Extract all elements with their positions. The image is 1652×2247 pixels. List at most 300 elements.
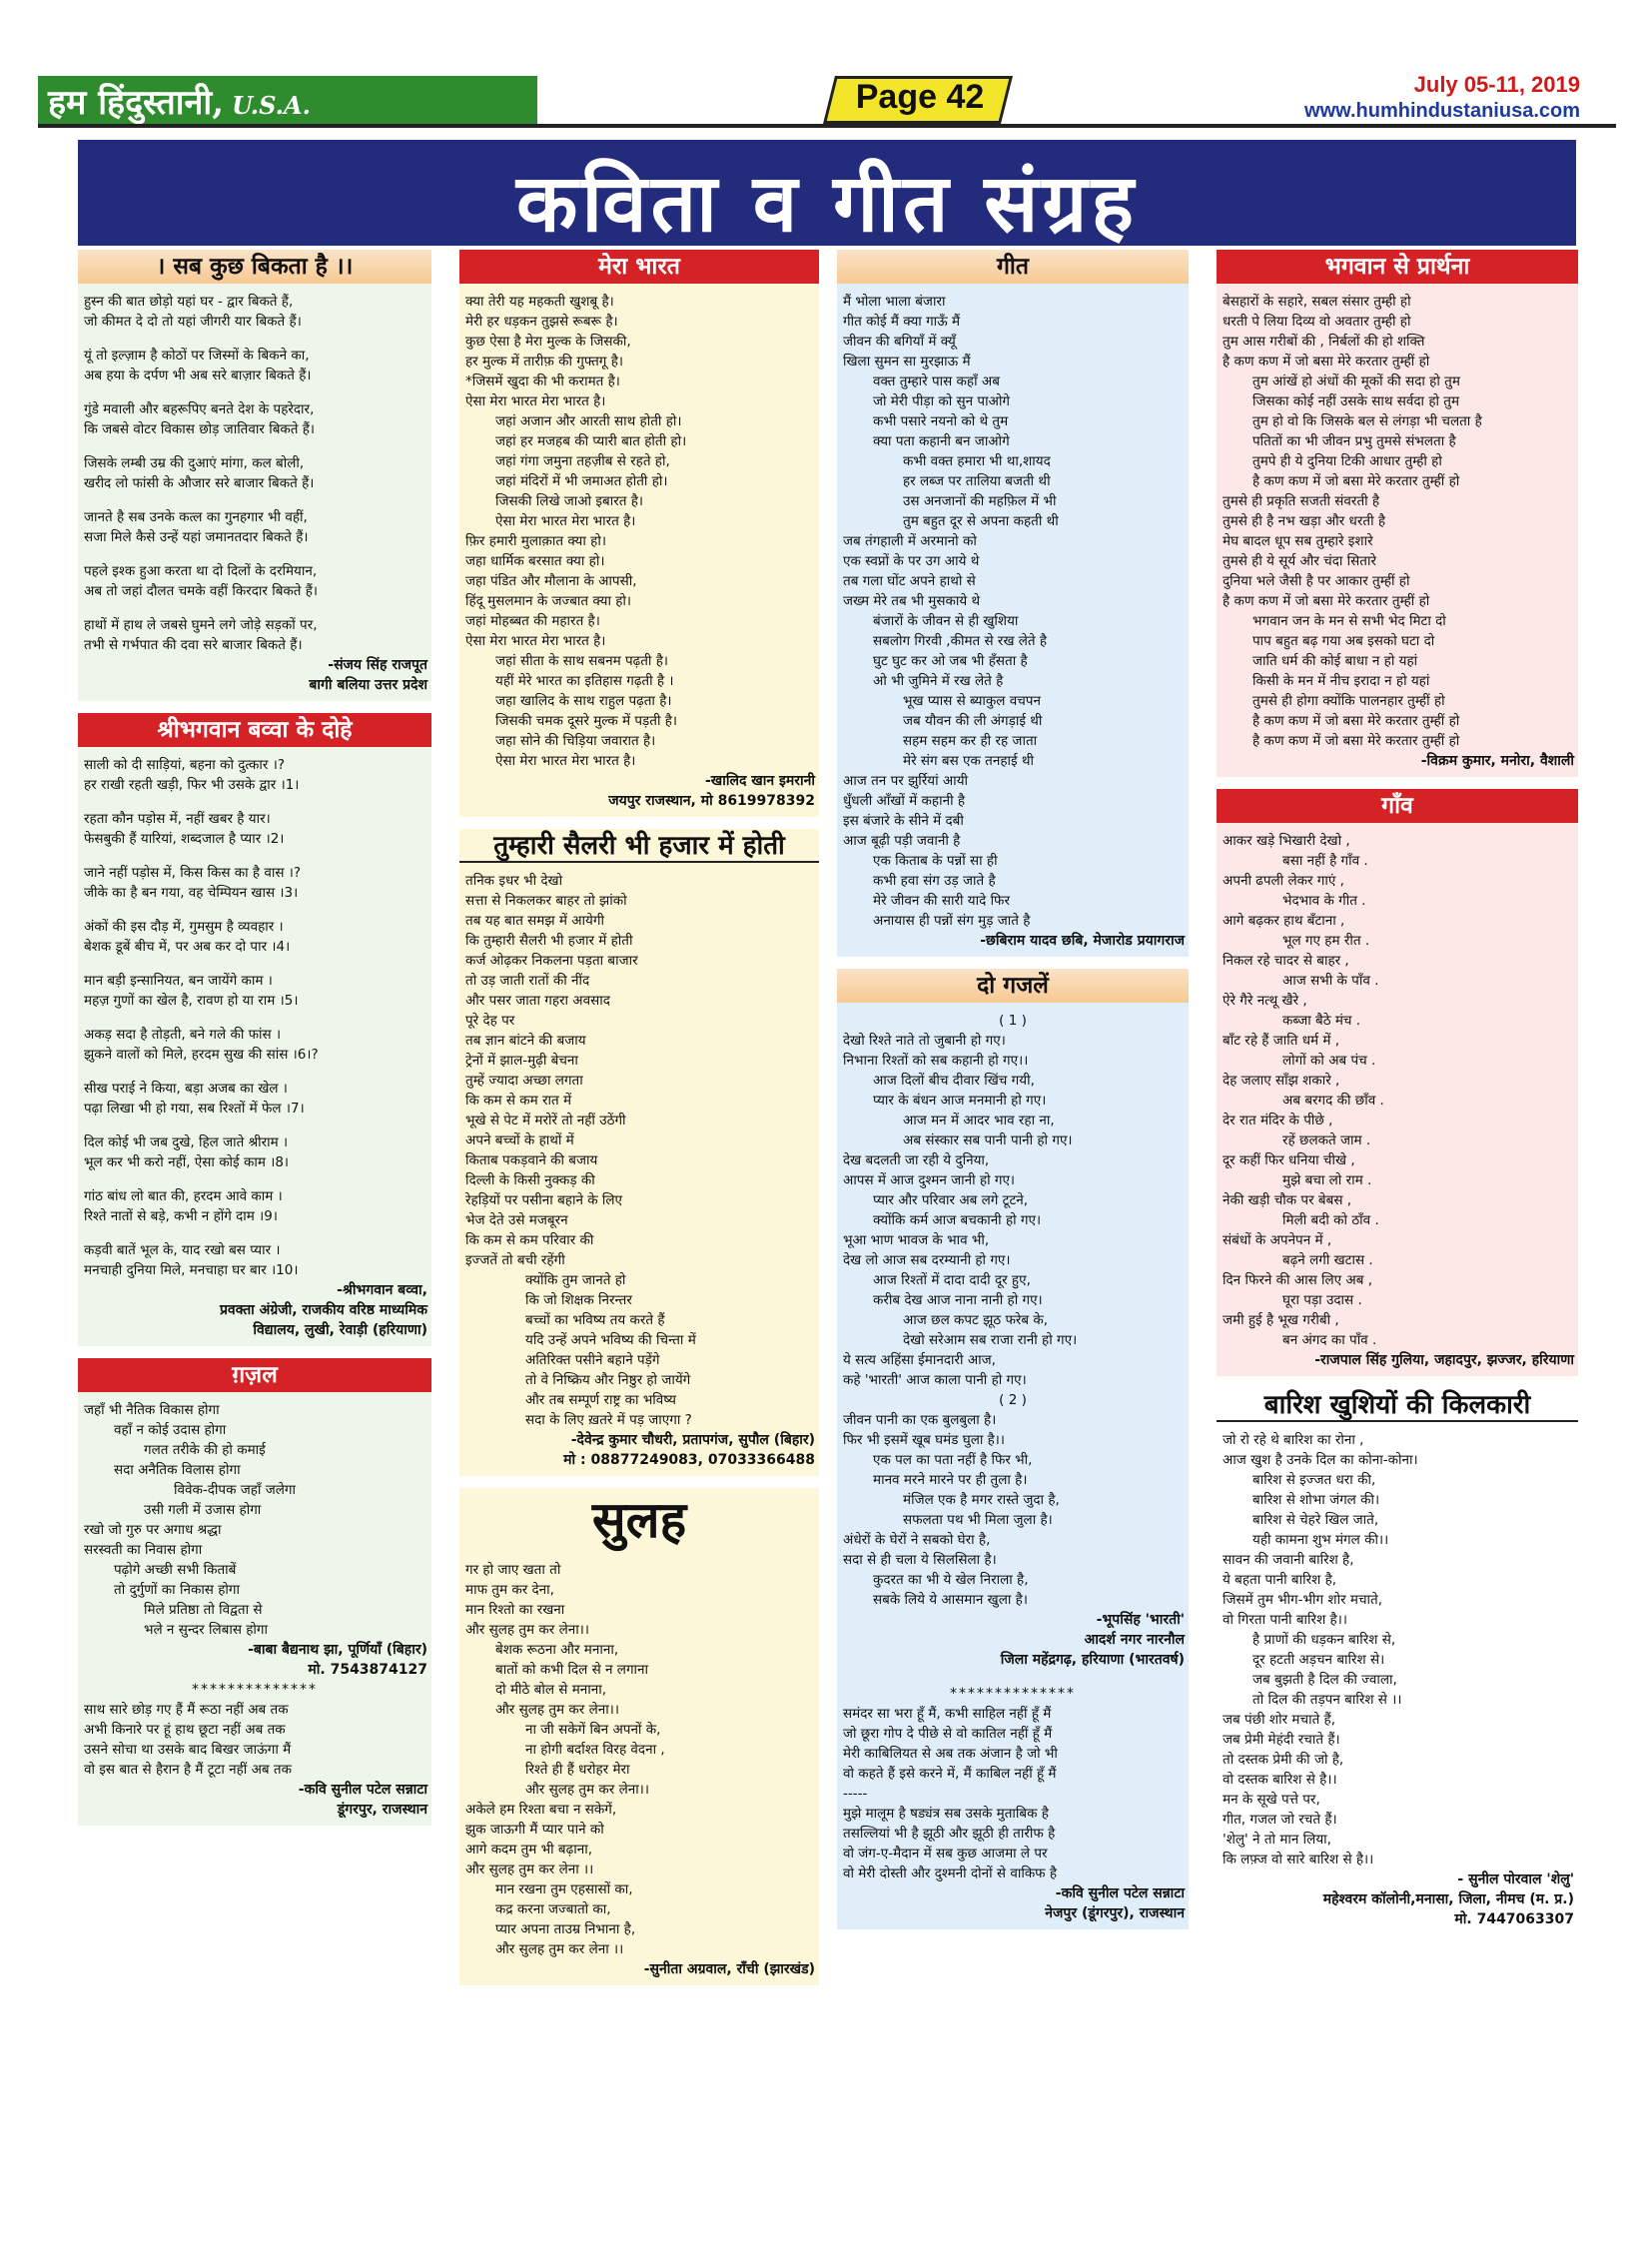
poem-lines (837, 1031, 1189, 1390)
poem-line: बारिश से चेहरे खिल जाते, (1252, 1512, 1379, 1528)
poem-line: कभी पसारे नयनो को थे तुम (873, 413, 1009, 429)
poem-line: आगे बढ़कर हाथ बँटाना , (1223, 913, 1345, 929)
poem-line: भूखे से पेट में मरोरें तो नहीं उठेंगी (465, 1113, 626, 1128)
poem-line: ये सत्य अहिंसा ईमानदारी आज, (843, 1352, 996, 1368)
column-3 (837, 250, 1189, 2237)
poem-line: जीके का है बन गया, वह चेम्पियन खास ।3। (84, 885, 299, 901)
poem-line: क्योंकि तुम जानते हो (525, 1272, 626, 1288)
poem-line: पढ़ा लिखा भी हो गया, सब रिश्तों में फेल ।7। (84, 1101, 305, 1117)
poem-line: महज़ गुणों का खेल है, रावण हो या राम ।5। (84, 993, 299, 1009)
poem-line: कर्ज ओढ़कर निकलना पड़ता बाजार (465, 953, 638, 969)
poem-line: आकर खड़े भिखारी देखो , (1223, 833, 1350, 849)
poem-line: बारिश से शोभा जंगल की। (1252, 1492, 1380, 1508)
poem-line: देर रात मंदिर के पीछे , (1223, 1113, 1333, 1128)
poem-line: ना होगी बर्दाश्त विरह वेदना , (525, 1742, 665, 1758)
poem-line: और सुलह तुम कर लेना।। (465, 1622, 589, 1638)
poem-lines (78, 755, 431, 1280)
credit-line: विद्यालय, लुखी, रेवाड़ी (हरियाणा) (253, 1322, 427, 1338)
poem-credits (78, 1280, 431, 1340)
poem-line: उसने सोचा था उसके बाद बिखर जाऊंगा मैं (84, 1742, 292, 1758)
poem-lines (1217, 831, 1578, 1350)
stanza-break (84, 1226, 425, 1240)
stanza-break (84, 795, 425, 809)
poem-line: हर राखी रहती खड़ी, फिर भी उसके द्वार ।1। (84, 777, 300, 793)
credit-line: -संजय सिंह राजपूत (328, 657, 427, 673)
poem-line: तुम आस गरीबों की , निर्बलों की हो शक्ति (1223, 334, 1425, 350)
poem-line: घूरा पड़ा उदास . (1282, 1292, 1362, 1308)
poem-line: खरीद लो फांसी के औजार सरे बाजार बिकते हैं। (84, 475, 315, 491)
poem-line: है कण कण में जो बसा मेरे करतार तुम्हीं हो (1223, 354, 1430, 370)
credit-line: -खालिद खान इमरानी (704, 773, 815, 789)
credit-line: - सुनील पोरवाल 'शेलु' (1457, 1872, 1574, 1887)
poem-line: बसा नहीं है गाँव . (1282, 853, 1368, 869)
poem-credits (459, 771, 819, 811)
poem-line: हर लब्ज पर तालिया बजती थी (903, 473, 1051, 489)
poem-line: भूल कर भी करो नहीं, ऐसा कोई काम ।8। (84, 1154, 290, 1170)
poem-line: जब यौवन की ली अंगड़ाई थी (903, 713, 1043, 729)
credit-line: -विक्रम कुमार, मनोरा, वैशाली (1420, 753, 1574, 769)
poem-barish (1217, 1388, 1578, 1935)
poem-line: तुम हो वो कि जिसके बल से लंगड़ा भी चलता है (1252, 413, 1482, 429)
ghazal-number-1: ( 1 ) (999, 1013, 1027, 1029)
stanza-break (84, 903, 425, 917)
poem-line: बच्चों का भविष्य तय करते हैं (525, 1312, 665, 1328)
credit-line: -भूपसिंह 'भारती' (1096, 1612, 1185, 1628)
poem-line: जब तंगहाली में अरमानो को (843, 533, 977, 549)
poem-title: गीत (837, 250, 1189, 284)
credit-line: -देवेन्द्र कुमार चौधरी, प्रतापगंज, सुपौल (बिहार) (570, 1432, 815, 1448)
poem-line: जाति धर्म की कोई बाधा न हो यहां (1252, 653, 1418, 669)
poem-title: श्रीभगवान बव्वा के दोहे (78, 713, 431, 747)
poem-line: अभी किनारे पर हूं हाथ छूटा नहीं अब तक (84, 1722, 286, 1738)
poem-lines-2 (837, 1410, 1189, 1610)
poem-line: एक किताब के पन्नों सा ही (873, 853, 998, 869)
poem-line: और सुलह तुम कर लेना।। (525, 1782, 649, 1798)
poem-line: कड़वी बातें भूल के, याद रखो बस प्यार । (84, 1242, 281, 1258)
page-number: Page 42 (855, 78, 985, 116)
poem-line: बेसहारों के सहारे, सबल संसार तुम्ही हो (1223, 294, 1411, 310)
poem-credits (459, 1959, 819, 1979)
poem-lines-3 (837, 1704, 1189, 1883)
poem-line: गुंडे मवाली और बहरूपिए बनते देश के पहरेदार, (84, 401, 315, 417)
poem-line: जब प्रेमी मेहंदी रचाते हैं। (1223, 1732, 1340, 1748)
poem-line: रेहड़ियों पर पसीना बहाने के लिए (465, 1192, 623, 1208)
masthead-brand (48, 78, 311, 124)
poem-credits (1217, 1350, 1578, 1370)
poem-line: जहा धार्मिक बरसात क्या हो। (465, 553, 605, 569)
poem-gaon (1217, 789, 1578, 1376)
poem-do-gazlen (837, 969, 1189, 1929)
credit-line: जिला महेंद्रगढ़, हरियाणा (भारतवर्ष) (1000, 1652, 1185, 1668)
poem-line: तसल्लियां भी है झूठी और झूठी ही तारीफ है (843, 1826, 1056, 1842)
poem-line: वो गिरता पानी बारिश है।। (1223, 1612, 1347, 1628)
poem-line: हुस्न की बात छोड़ो यहां घर - द्वार बिकते हैं, (84, 294, 294, 310)
poem-line: गीत कोई मैं क्या गाऊँ मैं (843, 314, 961, 330)
poem-line: रिश्ते नातों से बड़े, कभी न होंगे दाम ।9। (84, 1208, 278, 1224)
poem-line: यही कामना शुभ मंगल की।। (1252, 1532, 1389, 1548)
poem-lines (78, 1400, 431, 1640)
poem-line: तब यह बात समझ में आयेगी (465, 913, 604, 929)
poem-credits (459, 1430, 819, 1470)
poem-line: वो मेरी दोस्ती और दुश्मनी दोनों से वाकिफ है (843, 1866, 1058, 1881)
poem-line: यूं तो इल्ज़ाम है कोठों पर जिस्मों के बिकने का, (84, 348, 310, 364)
poem-line: पहले इश्क हुआ करता था दो दिलों के दरमियान, (84, 563, 318, 579)
poem-line: उस अनजानों की महफ़िल में भी (903, 493, 1057, 509)
stanza-break (84, 1172, 425, 1186)
poem-line: पाप बहुत बढ़ गया अब इसको घटा दो (1252, 633, 1435, 649)
poem-bhagwan-se-prarthana (1217, 250, 1578, 777)
poem-line: मानव मरने मारने पर ही तुला है। (873, 1472, 1028, 1488)
poem-line: आज दिलों बीच दीवार खिंच गयी, (873, 1073, 1035, 1089)
poem-lines (459, 1560, 819, 1959)
poem-line: बंजारों के जीवन से ही खुशिया (873, 613, 1019, 629)
poem-line: देखो सरेआम सब राजा रानी हो गए। (903, 1332, 1078, 1348)
poem-credits (78, 655, 431, 695)
poem-line: इज्जतें तो बची रहेंगी (465, 1252, 565, 1268)
poem-line: जहा पंडित और मौलाना के आपसी, (465, 573, 637, 589)
stanza-break (84, 439, 425, 453)
credit-line: मो. 7447063307 (1454, 1911, 1574, 1927)
poem-line: भगवान जन के मन से सभी भेद मिटा दो (1252, 613, 1446, 629)
poem-line: गीत, गजल जो रचते हैं। (1223, 1812, 1337, 1828)
poem-line: तब गला घोंट अपने हाथो से (843, 573, 976, 589)
credit-line: -राजपाल सिंह गुलिया, जहादपुर, झज्जर, हरियाणा (1314, 1352, 1574, 1368)
poem-line: फिर भी इसमें खूब घमंड घुला है।। (843, 1432, 1006, 1448)
poem-line: कभी वक्त हमारा भी था,शायद (903, 453, 1051, 469)
poem-line: जिसके लम्बी उम्र की दुआएं मांगा, कल बोली, (84, 455, 305, 471)
poem-line: तुमसे ही है नभ खड़ा और धरती है (1223, 513, 1386, 529)
poem-line: है कण कण में जो बसा मेरे करतार तुम्हीं हो (1252, 733, 1460, 749)
stanza-break (84, 957, 425, 971)
poem-mera-bharat (459, 250, 819, 817)
poem-line: कुछ ऐसा है मेरा मुल्क के जिसकी, (465, 334, 631, 350)
poem-line: जब पंछी शोर मचाते हैं, (1223, 1712, 1336, 1728)
poem-lines (78, 292, 431, 655)
poem-line: जिसमें तुम भीग-भीग शोर मचाते, (1223, 1592, 1383, 1608)
poem-line: किसी के मन में नीच इरादा न हो यहां (1252, 673, 1430, 689)
poem-credits (78, 1640, 431, 1680)
poem-line: गर हो जाए खता तो (465, 1562, 561, 1578)
poem-line: भेदभाव के गीत . (1282, 893, 1366, 909)
poem-line: दुनिया भले जैसी है पर आकार तुम्हीं हो (1223, 573, 1410, 589)
poem-dohe (78, 713, 431, 1346)
poem-line: फ़िर हमारी मुलाक़ात क्या हो। (465, 533, 606, 549)
poem-line: जो मेरी पीड़ा को सुन पाओगे (873, 393, 1011, 409)
poem-line: संबंधों के अपनेपन में , (1223, 1232, 1332, 1248)
poem-line: बेशक रूठना और मनाना, (495, 1642, 619, 1658)
poem-line: किताब पकड़वाने की बजाय (465, 1152, 598, 1168)
poem-credits (1217, 1870, 1578, 1929)
brand-suffix: U.S.A. (232, 91, 311, 120)
poem-line: मेरे जीवन की सारी यादे फिर (873, 893, 1010, 909)
poem-line: वो दस्तक बारिश से है।। (1223, 1772, 1337, 1788)
poem-line: मेरी हर धड़कन तुझसे रूबरू है। (465, 314, 618, 330)
poem-line: लोगों को अब पंच . (1282, 1053, 1376, 1069)
poem-line: कुदरत का भी ये खेल निराला है, (873, 1572, 1029, 1588)
poem-line: जीवन की बगियाँ में क्यूँ (843, 334, 956, 350)
poem-lines (459, 292, 819, 771)
poem-line: रिश्ते ही हैं धरोहर मेरा (525, 1762, 630, 1778)
poem-line: अंधेरों के घेरों ने सबको घेरा है, (843, 1532, 991, 1548)
poem-line: फेसबुकी हैं यारियां, शब्दजाल है प्यार ।2। (84, 831, 285, 847)
poem-line: बारिश से इज्जत धरा की, (1252, 1472, 1376, 1488)
poem-line: सरस्वती का निवास होगा (84, 1542, 203, 1558)
poem-line: मनचाही दुनिया मिले, मनचाहा घर बार ।10। (84, 1262, 299, 1278)
poem-line: जहां मोहब्बत की महारत है। (465, 613, 600, 629)
poem-line: क्या पता कहानी बन जाओगे (873, 433, 1010, 449)
poem-title: दो गजलें (837, 969, 1189, 1003)
poem-line: जाने नहीं पड़ोस में, किस किस का है वास ।? (84, 865, 302, 881)
credit-line: मो. 7543874127 (308, 1662, 427, 1678)
poem-line: कभी हवा संग उड़ जाते है (873, 873, 996, 889)
poem-line: जख्म मेरे तब भी मुसकाये थे (843, 593, 981, 609)
poem-line: वहाँ न कोई उदास होगा (114, 1422, 227, 1438)
poem-line: जहां सीता के साथ सबनम पढ़ती है। (495, 653, 669, 669)
poem-line: जानते है सब उनके कत्ल का गुनहगार भी वहीं, (84, 509, 308, 525)
poem-line: आज मन में आदर भाव रहा ना, (903, 1113, 1055, 1128)
poem-line: एक स्वप्नों के पर उग आये थे (843, 553, 980, 569)
poem-line: जहा सोने की चिड़िया जवारात है। (495, 733, 656, 749)
column-2 (459, 250, 819, 2237)
poem-line: रखो जो गुरु पर अगाध श्रद्धा (84, 1522, 222, 1538)
poem-line: तो दिल की तड़पन बारिश से ।। (1252, 1692, 1402, 1708)
poem-line: सहम सहम कर ही रह जाता (903, 733, 1038, 749)
separator-stars: ************** (950, 1686, 1076, 1702)
credit-line: बागी बलिया उत्तर प्रदेश (309, 677, 427, 693)
poem-line: एक पल का पता नहीं है फिर भी, (873, 1452, 1033, 1468)
poem-line: है प्राणों की धड़कन बारिश से, (1252, 1632, 1396, 1648)
poem-line: कि जबसे वोटर विकास छोड़ जातिवार बिकते हैं। (84, 421, 316, 437)
poem-line: माफ तुम कर देना, (465, 1582, 554, 1598)
poem-line: दूर कहीं फिर धनिया चीखे , (1223, 1152, 1355, 1168)
poem-line: मंजिल एक है मगर रास्ते जुदा है, (903, 1492, 1060, 1508)
poem-line: विवेक-दीपक जहाँ जलेगा (174, 1482, 296, 1498)
poem-line: जो छूरा गोप दे पीछे से वो कातिल नहीं हूँ मैं (843, 1726, 1053, 1742)
poem-sulah (459, 1488, 819, 1985)
poem-line: कि तुम्हारी सैलरी भी हजार में होती (465, 933, 633, 949)
poem-line: जमी हुई है भूख गरीबी , (1223, 1312, 1339, 1328)
poem-line: आज बूढ़ी पड़ी जवानी है (843, 833, 961, 849)
page-header (0, 0, 1652, 135)
poem-line: भूआ भाण भावज के भाव भी, (843, 1232, 990, 1248)
header-divider (38, 124, 1616, 128)
poem-line: जहा खालिद के साथ राहुल पढ़ता है। (495, 693, 672, 709)
poem-line: अब बरगद की छाँव . (1282, 1093, 1384, 1109)
poem-line: अपनी ढपली लेकर गाएं , (1223, 873, 1344, 889)
poem-line: आज खुश है उनके दिल का कोना-कोना। (1223, 1452, 1418, 1468)
poem-line: है कण कण में जो बसा मेरे करतार तुम्हीं हो (1252, 473, 1460, 489)
poem-line: मान बड़ी इन्सानियत, बन जायेंगे काम । (84, 973, 273, 989)
poem-line: ऐसा मेरा भारत मेरा भारत है। (465, 633, 606, 649)
poem-line: तो दस्तक प्रेमी की जो है, (1223, 1752, 1344, 1768)
poem-line: अकेले हम रिश्ता बचा न सकेगें, (465, 1802, 617, 1818)
poem-line: जो कीमत दे दो तो यहां जीगरी यार बिकते हैं। (84, 314, 302, 330)
poem-line: खिला सुमन सा मुरझाऊ मैं (843, 354, 971, 370)
poem-line: अब संस्कार सब पानी पानी हो गए। (903, 1132, 1073, 1148)
poem-line: निकल रहे चादर से बाहर , (1223, 953, 1349, 969)
poem-credits-2 (78, 1780, 431, 1820)
poem-line: ओ भी जुमिने में रख लेते है (873, 673, 1004, 689)
poem-line: कि कम से कम रात में (465, 1093, 572, 1109)
poem-line: सदा के लिए ख़तरे में पड़ जाएगा ? (525, 1412, 692, 1428)
poem-line: रहता कौन पड़ोस में, नहीं खबर है यार। (84, 811, 271, 827)
poem-line: झुकने वालों को मिले, हरदम सुख की सांस ।6।? (84, 1047, 319, 1063)
poem-line: कब्जा बैठे मंच . (1282, 1013, 1361, 1029)
website-link[interactable]: www.humhindustaniusa.com (1304, 100, 1580, 122)
poem-lines (459, 871, 819, 1430)
poem-line: बातों को कभी दिल से न लगाना (495, 1662, 649, 1678)
poem-line: मेरे संग बस एक तनहाई थी (903, 753, 1035, 769)
stanza-break (84, 385, 425, 399)
poem-line: दो मीठे बोल से मनाना, (495, 1682, 607, 1698)
poem-line: जिसका कोई नहीं उसके साथ सर्वदा हो तुम (1252, 393, 1460, 409)
poem-line: अनायास ही पन्नों संग मुड़ जाते है (873, 913, 1031, 929)
poem-line: अब हया के दर्पण भी अब सरे बाज़ार बिकते हैं। (84, 368, 312, 383)
poem-line: कि लफ़्ज वो सारे बारिश से है।। (1223, 1852, 1374, 1868)
poem-line: मुझे बचा लो राम . (1282, 1172, 1372, 1188)
poem-line: पूरे देह पर (465, 1013, 515, 1029)
stanza-break (84, 601, 425, 615)
poem-line: और सुलह तुम कर लेना ।। (495, 1941, 624, 1957)
poem-line: आपस में आज दुश्मन जानी हो गए। (843, 1172, 1016, 1188)
poem-line: झुक जाऊगी मैं प्यार पाने को (465, 1822, 604, 1838)
poem-line: कद्र करना जज्बातो का, (495, 1901, 611, 1917)
poem-line: तनिक इधर भी देखो (465, 873, 563, 889)
poem-line: देख बदलती जा रही ये दुनिया, (843, 1152, 990, 1168)
poem-line: हिंदू मुसलमान के जज्बात क्या हो। (465, 593, 632, 609)
poem-line: साथ सारे छोड़ गए हैं मैं रूठा नहीं अब तक (84, 1702, 289, 1718)
poem-line: करीब देख आज नाना नानी हो गए। (873, 1292, 1043, 1308)
poem-line: वो जंग-ए-मैदान में सब कुछ आजमा ले पर (843, 1846, 1048, 1862)
separator-stars: ************** (192, 1682, 318, 1698)
poem-title: । सब कुछ बिकता है ।। (78, 250, 431, 284)
poem-line: आज छल कपट झूठ फरेब के, (903, 1312, 1049, 1328)
poem-line: मेरी काबिलियत से अब तक अंजान है जो भी (843, 1746, 1058, 1762)
credit-line: प्रवक्ता अंग्रेजी, राजकीय वरिष्ठ माध्यमिक (219, 1302, 427, 1318)
poem-line: तुमसे ही होगा क्योंकि पालनहार तुम्हीं हो (1252, 693, 1445, 709)
poem-lines-2 (78, 1700, 431, 1780)
poem-line: घुट घुट कर ओ जब भी हँसता है (873, 653, 1028, 669)
poem-line: तुम बहुत दूर से अपना कहती थी (903, 513, 1059, 529)
poem-line: नेकी खड़ी चौक पर बेबस , (1223, 1192, 1352, 1208)
poem-line: अब तो जहां दौलत चमके वहीं किरदार बिकते हैं। (84, 583, 319, 599)
poem-line: आज तन पर झुर्रियां आयी (843, 773, 969, 789)
poem-line: ऐसा मेरा भारत मेरा भारत है। (495, 753, 636, 769)
poem-line: दूर हटती अड़चन बारिश से। (1252, 1652, 1385, 1668)
poem-line: जिसकी लिखे जाओ इबारत है। (495, 493, 644, 509)
poem-line: ऐरे गैरे नत्थू खैरे , (1223, 993, 1307, 1009)
poem-line: सावन की जवानी बारिश है, (1223, 1552, 1354, 1568)
stanza-break (84, 1065, 425, 1079)
poem-line: ----- (843, 1786, 868, 1802)
poem-line: और तब सम्पूर्ण राष्ट्र का भविष्य (525, 1392, 676, 1408)
poem-line: भूल गए हम रीत . (1282, 933, 1370, 949)
poem-ghazal (78, 1358, 431, 1826)
credit-line: मो : 08877249083, 07033366488 (563, 1452, 815, 1468)
poem-line: जहाँ भी नैतिक विकास होगा (84, 1402, 220, 1418)
poem-line: साली को दी साड़ियां, बहना को दुत्कार ।? (84, 757, 286, 773)
poem-line: ना जी सकेगें बिन अपनों के, (525, 1722, 661, 1738)
poem-salary (459, 829, 819, 1476)
poem-line: रहें छलकते जाम . (1282, 1132, 1371, 1148)
poem-line: निभाना रिश्तों को सब कहानी हो गए।। (843, 1053, 1029, 1069)
poem-line: जब बुझती है दिल की ज्वाला, (1252, 1672, 1397, 1688)
poem-line: तो वे निष्क्रिय और निष्ठुर हो जायेंगे (525, 1372, 691, 1388)
poem-credits (1217, 751, 1578, 771)
poem-line: है कण कण में जो बसा मेरे करतार तुम्हीं हो (1223, 593, 1430, 609)
poem-line: प्यार के बंधन आज मनमानी हो गए। (873, 1093, 1047, 1109)
poem-line: मैं भोला भाला बंजारा (843, 294, 946, 310)
poem-credits (837, 931, 1189, 951)
poem-title: ग़ज़ल (78, 1358, 431, 1392)
poem-line: सजा मिले कैसे उन्हें यहां जमानतदार बिकते हैं। (84, 529, 309, 545)
poem-lines (1217, 292, 1578, 751)
poem-line: बढ़ने लगी खटास . (1282, 1252, 1373, 1268)
credit-line: -सुनीता अग्रवाल, राँची (झारखंड) (643, 1961, 815, 1977)
poem-line: और सुलह तुम कर लेना ।। (465, 1862, 594, 1877)
poem-line: तो उड़ जाती रातों की नींद (465, 973, 590, 989)
poem-line: दिल कोई भी जब दुखे, हिल जाते श्रीराम । (84, 1134, 289, 1150)
poem-line: क्योंकि कर्म आज बचकानी हो गए। (873, 1212, 1042, 1228)
credit-line: जयपुर राजस्थान, मो 8619978392 (608, 793, 815, 809)
poem-line: तो दुर्गुणों का निकास होगा (114, 1582, 240, 1598)
poem-line: जो रो रहे थे बारिश का रोना , (1223, 1432, 1364, 1448)
poem-line: और पसर जाता गहरा अवसाद (465, 993, 610, 1009)
poem-line: ऐसा मेरा भारत मेरा भारत है। (465, 393, 606, 409)
poem-line: तुमसे ही ये सूर्य और चंदा सितारे (1223, 553, 1376, 569)
poem-line: गलत तरीके की हो कमाई (144, 1442, 266, 1458)
poem-line: दिल्ली के किसी नुक्कड़ की (465, 1172, 595, 1188)
poem-title: गाँव (1217, 789, 1578, 823)
poem-line: मिली बदी को ठाँव . (1282, 1212, 1379, 1228)
poem-line: मान रखना तुम एहसासों का, (495, 1881, 633, 1897)
poem-line: ये बहता पानी बारिश है, (1223, 1572, 1337, 1588)
poem-line: वो कहते हैं इसे करने में, मैं काबिल नहीं हूँ मैं (843, 1766, 1057, 1782)
poem-line: हाथों में हाथ ले जबसे घुमने लगे जोड़े सड़कों पर, (84, 617, 318, 633)
poem-line: इस बंजारे के सीने में दबी (843, 813, 964, 829)
poem-line: जहां अजान और आरती साथ होती हो। (495, 413, 682, 429)
poem-line: यहीं मेरे भारत का इतिहास गढ़ती है । (495, 673, 674, 689)
stanza-break (84, 849, 425, 863)
poem-line: तुमपे ही ये दुनिया टिकी आधार तुम्ही हो (1252, 453, 1442, 469)
poem-line: कहे 'भारती' आज काला पानी हो गए। (843, 1372, 1027, 1388)
poem-line: जहां मंदिरों में भी जमाअत होती हो। (495, 473, 668, 489)
poem-line: सबलोग गिरवी ,कीमत से रख लेते है (873, 633, 1048, 649)
poem-sab-kuch-bikta-hai (78, 250, 431, 701)
poem-line: मेघ बादल धूप सब तुम्हारे इशारे (1223, 533, 1373, 549)
credit-line: -कवि सुनील पटेल सन्नाटा (298, 1782, 427, 1798)
poem-line: समंदर सा भरा हूँ मैं, कभी साहिल नहीं हूँ मैं (843, 1706, 1052, 1722)
poem-line: धुँधली आँखों में कहानी है (843, 793, 966, 809)
poem-credits-2 (837, 1883, 1189, 1923)
poem-line: और सुलह तुम कर लेना।। (495, 1702, 619, 1718)
credit-line: डूंगरपुर, राजस्थान (337, 1802, 427, 1818)
poem-line: मान रिश्तो का रखना (465, 1602, 565, 1618)
poem-line: सदा अनैतिक विलास होगा (114, 1462, 241, 1478)
stanza-break (84, 332, 425, 346)
poem-line: सफलता पथ भी मिला जुला है। (903, 1512, 1053, 1528)
poem-line: कि जो शिक्षक निरन्तर (525, 1292, 632, 1308)
poem-title: भगवान से प्रार्थना (1217, 250, 1578, 284)
credit-line: -श्रीभगवान बव्वा, (337, 1282, 427, 1298)
credit-line: नेजपुर (डूंगरपुर), राजस्थान (1045, 1905, 1185, 1921)
poem-line: देख लो आज सब दरम्यानी हो गए। (843, 1252, 1011, 1268)
poem-line: दिन फिरने की आस लिए अब , (1223, 1272, 1373, 1288)
poem-line: प्यार और परिवार अब लगे टूटने, (873, 1192, 1029, 1208)
poem-line: *जिसमें खुदा की भी करामत है। (465, 374, 620, 389)
poem-line: सत्ता से निकलकर बाहर तो झांको (465, 893, 627, 909)
poem-line: जिसकी चमक दूसरे मुल्क में पड़ती है। (495, 713, 678, 729)
